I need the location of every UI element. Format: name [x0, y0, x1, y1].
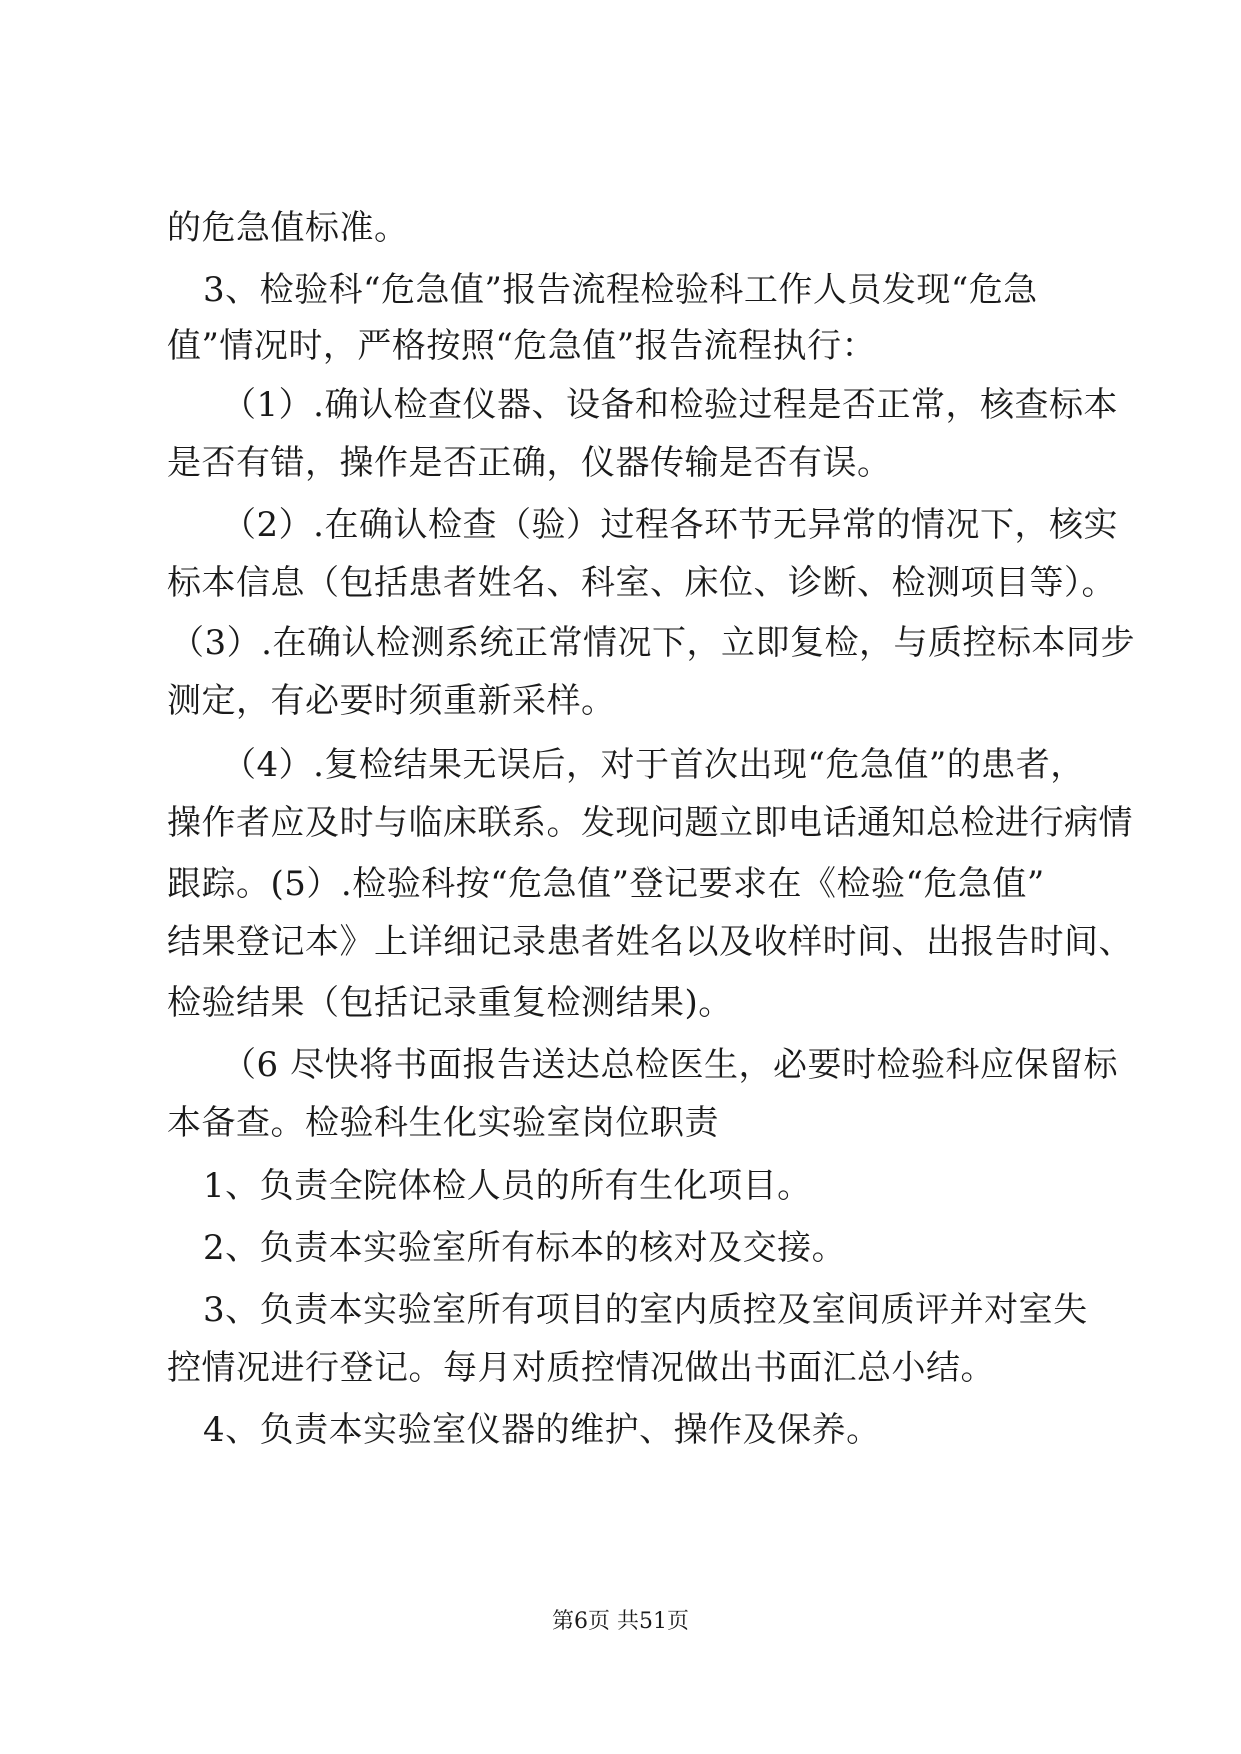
- text-line: 测定，有必要时须重新采样。: [167, 681, 616, 721]
- text-line: 标本信息（包括患者姓名、科室、床位、诊断、检测项目等）。: [167, 563, 1116, 603]
- text-line: 跟踪。(5）.检验科按“危急值”登记要求在《检验“危急值”: [167, 864, 1045, 904]
- text-line: 控情况进行登记。每月对质控情况做出书面汇总小结。: [167, 1348, 995, 1388]
- text-line: 本备查。检验科生化实验室岗位职责: [167, 1103, 719, 1143]
- text-line: （1）.确认检查仪器、设备和检验过程是否正常，核查标本: [222, 385, 1118, 425]
- text-line: （4）.复检结果无误后，对于首次出现“危急值”的患者，: [222, 745, 1085, 785]
- text-line: 是否有错，操作是否正确，仪器传输是否有误。: [167, 443, 892, 483]
- text-line: 2、负责本实验室所有标本的核对及交接。: [203, 1228, 847, 1268]
- text-line: （6 尽快将书面报告送达总检医生，必要时检验科应保留标: [222, 1045, 1118, 1085]
- text-line: 3、检验科“危急值”报告流程检验科工作人员发现“危急: [203, 270, 1038, 310]
- text-line: （2）.在确认检查（验）过程各环节无异常的情况下，核实: [222, 505, 1118, 545]
- text-line: 值”情况时，严格按照“危急值”报告流程执行：: [167, 326, 877, 366]
- text-line: 结果登记本》上详细记录患者姓名以及收样时间、出报告时间、: [167, 922, 1133, 962]
- text-line: 4、负责本实验室仪器的维护、操作及保养。: [203, 1410, 881, 1450]
- text-line: 3、负责本实验室所有项目的室内质控及室间质评并对室失: [203, 1290, 1088, 1330]
- text-line: 检验结果（包括记录重复检测结果)。: [167, 983, 733, 1023]
- text-line: （3）.在确认检测系统正常情况下，立即复检，与质控标本同步: [170, 623, 1135, 663]
- text-line: 操作者应及时与临床联系。发现问题立即电话通知总检进行病情: [167, 803, 1133, 843]
- text-line: 1、负责全院体检人员的所有生化项目。: [203, 1166, 812, 1206]
- text-line: 的危急值标准。: [167, 208, 409, 248]
- page-footer: 第6页 共51页: [552, 1609, 689, 1634]
